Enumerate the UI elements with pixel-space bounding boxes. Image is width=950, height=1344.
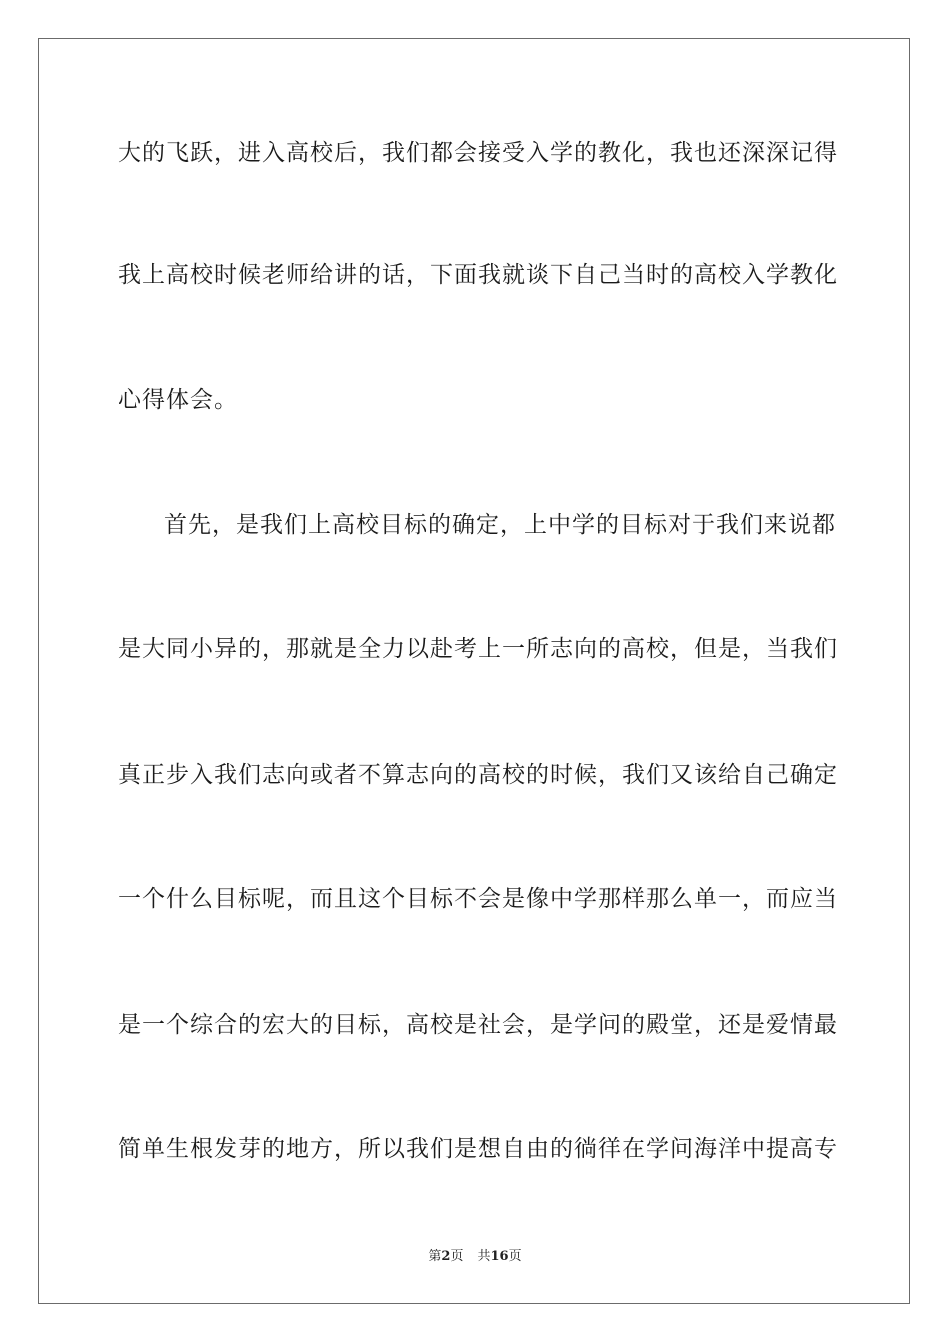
page-prefix: 第	[428, 1249, 442, 1264]
body-line-6: 真正步入我们志向或者不算志向的高校的时候，我们又该给自己确定	[118, 762, 838, 788]
body-line-7: 一个什么目标呢，而且这个目标不会是像中学那样那么单一，而应当	[118, 886, 838, 912]
body-line-1: 大的飞跃，进入高校后，我们都会接受入学的教化，我也还深深记得	[118, 140, 838, 166]
page-suffix: 页	[450, 1249, 464, 1264]
total-pages: 16	[490, 1249, 509, 1264]
body-line-3: 心得体会。	[118, 387, 238, 413]
page-border	[38, 38, 910, 1304]
body-line-4: 首先，是我们上高校目标的确定，上中学的目标对于我们来说都	[164, 512, 836, 538]
body-line-5: 是大同小异的，那就是全力以赴考上一所志向的高校，但是，当我们	[118, 636, 838, 662]
body-line-2: 我上高校时候老师给讲的话，下面我就谈下自己当时的高校入学教化	[118, 262, 838, 288]
total-prefix: 共	[477, 1249, 491, 1264]
page-footer	[0, 1248, 950, 1266]
body-line-9: 简单生根发芽的地方，所以我们是想自由的徜徉在学问海洋中提高专	[118, 1136, 838, 1162]
body-line-8: 是一个综合的宏大的目标，高校是社会，是学问的殿堂，还是爱情最	[118, 1012, 838, 1038]
page-number: 2	[441, 1249, 451, 1264]
total-suffix: 页	[508, 1249, 522, 1264]
